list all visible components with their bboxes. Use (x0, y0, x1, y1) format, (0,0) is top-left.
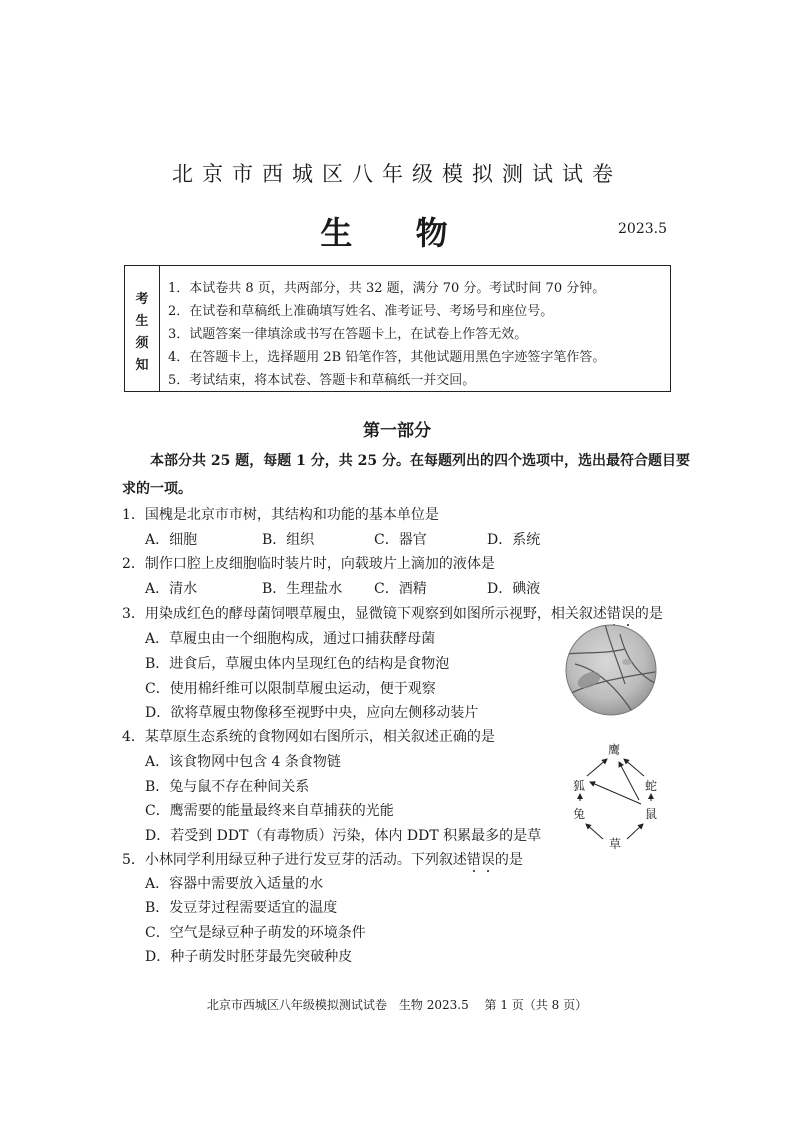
question-3-option-a: A．草履虫由一个细胞构成，通过口捕获酵母菌 (145, 631, 436, 647)
question-4-option-c: C．鹰需要的能量最终来自草捕获的光能 (145, 803, 394, 819)
question-1-stem: 1．国槐是北京市市树，其结构和功能的基本单位是 (122, 507, 439, 523)
notice-box (124, 265, 671, 392)
question-3-stem-text: 3．用染成红色的酵母菌饲喂草履虫，显微镜下观察到如图所示视野，相关叙述 (122, 606, 607, 622)
exam-date: 2023.5 (618, 221, 667, 237)
emphasis-mark: 错 (606, 606, 621, 622)
question-3-option-d: D．欲将草履虫物像移至视野中央，应向左侧移动装片 (145, 705, 479, 721)
part-title: 第一部分 (363, 421, 431, 441)
arrow-fox-eagle (587, 759, 607, 776)
question-2-stem: 2．制作口腔上皮细胞临时装片时，向载玻片上滴加的液体是 (122, 556, 495, 572)
question-2-option-b: B．生理盐水 (262, 581, 343, 597)
notice-item: 5．考试结束，将本试卷、答题卡和草稿纸一并交回。 (168, 373, 476, 388)
arrow-snake-eagle (624, 759, 644, 776)
part-instruction: 本部分共 25 题，每题 1 分，共 25 分。在每题列出的四个选项中，选出最符合题目要 (150, 453, 690, 469)
question-5-stem-text: 的是 (494, 852, 523, 868)
question-2-option-a: A．清水 (145, 581, 198, 597)
notice-item: 4．在答题卡上，选择题用 2B 铅笔作答，其他试题用黑色字迹签字笔作答。 (168, 350, 606, 365)
notice-item: 1．本试卷共 8 页，共两部分，共 32 题，满分 70 分。考试时间 70 分钟。 (168, 281, 606, 296)
node-rabbit: 兔 (573, 807, 586, 821)
notice-label-char: 生 (135, 314, 149, 329)
arrow-grass-rabbit (586, 824, 603, 839)
question-4-option-d: D．若受到 DDT（有毒物质）污染，体内 DDT 积累最多的是草 (145, 828, 542, 844)
question-1-option-c: C．器官 (374, 532, 427, 548)
node-mouse: 鼠 (645, 807, 658, 821)
question-3-option-b: B．进食后，草履虫体内呈现红色的结构是食物泡 (145, 656, 450, 672)
arrow-mouse-fox (590, 782, 641, 804)
question-5-option-b: B．发豆芽过程需要适宜的温度 (145, 900, 338, 916)
question-5-option-c: C．空气是绿豆种子萌发的环境条件 (145, 925, 366, 941)
question-3-stem-text: 的是 (634, 606, 663, 622)
arrow-grass-mouse (627, 824, 643, 839)
emphasis-mark: 错 (466, 852, 481, 868)
question-1-option-b: B．组织 (262, 532, 315, 548)
question-3-stem (122, 603, 663, 623)
question-5-stem (122, 849, 523, 869)
question-5-option-a: A．容器中需要放入适量的水 (145, 876, 324, 892)
question-3-option-c: C．使用棉纤维可以限制草履虫运动，便于观察 (145, 681, 436, 697)
microscope-view-image (565, 624, 657, 716)
question-1-option-a: A．细胞 (145, 532, 198, 548)
emphasis-mark: 误 (480, 852, 495, 868)
notice-item: 2．在试卷和草稿纸上准确填写姓名、准考证号、考场号和座位号。 (168, 304, 554, 319)
question-4-option-b: B．兔与鼠不存在种间关系 (145, 779, 310, 795)
node-snake: 蛇 (645, 779, 658, 793)
notice-label-char: 考 (135, 292, 149, 307)
notice-item: 3．试题答案一律填涂或书写在答题卡上，在试卷上作答无效。 (168, 327, 528, 342)
exam-title: 北京市西城区八年级模拟测试试卷 (172, 162, 622, 186)
page-footer: 北京市西城区八年级模拟测试试卷 生物 2023.5 第 1 页（共 8 页） (206, 998, 588, 1012)
question-5-option-d: D．种子萌发时胚芽最先突破种皮 (145, 949, 353, 965)
question-1-option-d: D．系统 (487, 532, 541, 548)
node-eagle: 鹰 (608, 743, 621, 757)
question-2-option-d: D．碘液 (487, 581, 541, 597)
notice-label-char: 知 (135, 358, 149, 373)
food-web-diagram (565, 738, 665, 850)
node-fox: 狐 (573, 779, 586, 793)
notice-label-cell (125, 266, 160, 391)
question-5-stem-text: 5．小林同学利用绿豆种子进行发豆芽的活动。下列叙述 (122, 852, 467, 868)
emphasis-mark: 误 (620, 606, 635, 622)
subject-title: 生 物 (320, 214, 474, 252)
question-2-option-c: C．酒精 (374, 581, 427, 597)
arrow-mouse-eagle (619, 762, 639, 800)
node-grass: 草 (609, 837, 622, 850)
question-4-stem: 4．某草原生态系统的食物网如右图所示，相关叙述正确的是 (122, 729, 495, 745)
notice-label-char: 须 (135, 336, 149, 351)
question-4-option-a: A．该食物网中包含 4 条食物链 (145, 754, 341, 770)
part-instruction: 求的一项。 (122, 481, 192, 497)
